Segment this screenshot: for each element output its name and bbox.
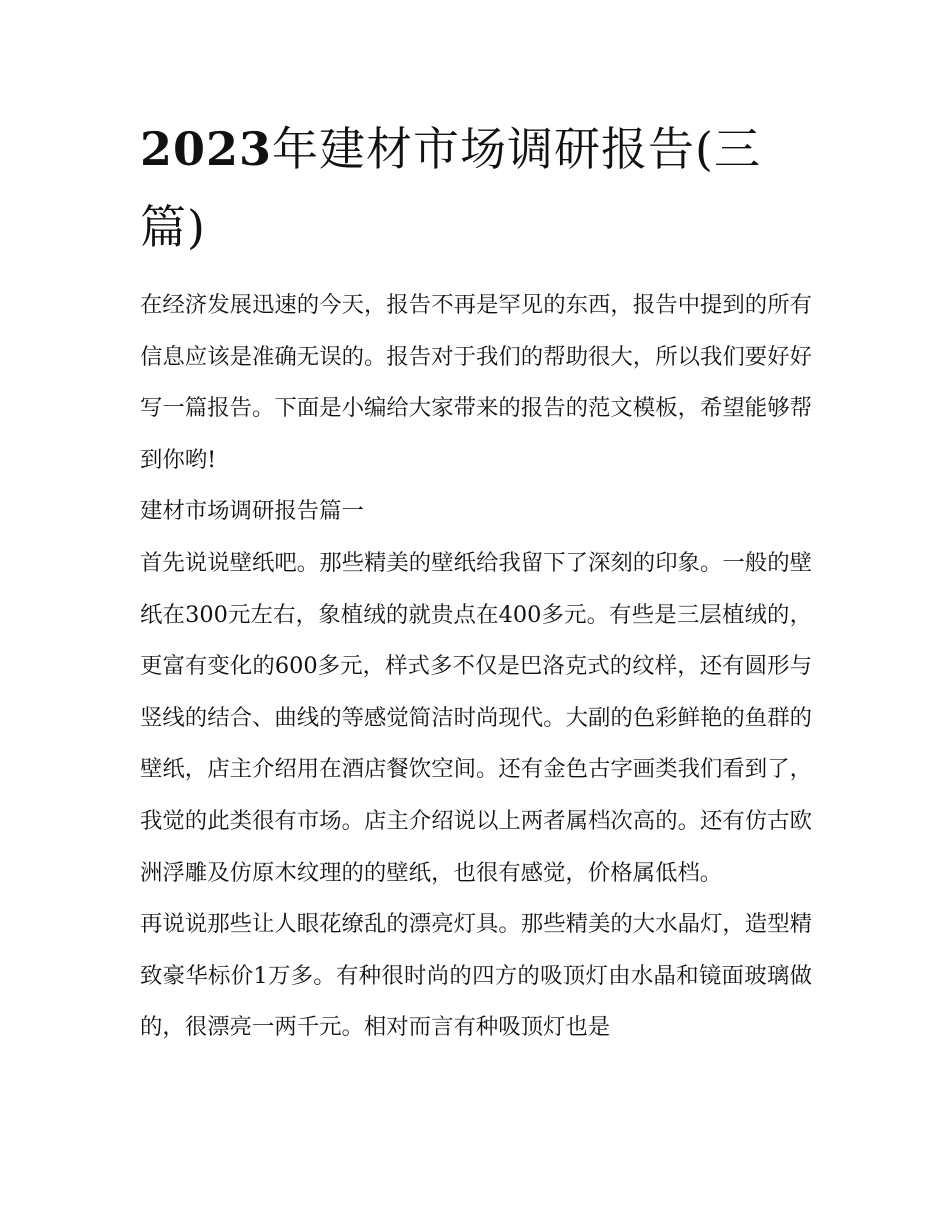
title-year: 2023 — [140, 122, 273, 176]
section-heading: 建材市场调研报告篇一 — [140, 498, 364, 525]
document-title — [140, 110, 812, 266]
document-body — [140, 280, 812, 1054]
wallpaper-paragraph: 首先说说壁纸吧。那些精美的壁纸给我留下了深刻的印象。一般的壁纸在300元左右，象植绒的就贵点在400多元。有些是三层植绒的，更富有变化的600多元，样式多不仅是巴洛克式的纹样，还有圆形与竖线的结合、曲线的等感觉简洁时尚现代。大副的色彩鲜艳的鱼群的壁纸，店主介绍用在酒店餐饮空间。还有金色古字画类我们看到了，我觉的此类很有市场。店主介绍说以上两者属档次高的。还有仿古欧洲浮雕及仿原木纹理的的壁纸，也很有感觉，价格属低档。 — [140, 549, 812, 886]
title-text: 年建材市场调研报告(三篇) — [140, 122, 761, 254]
document-page — [140, 110, 812, 1054]
intro-paragraph: 在经济发展迅速的今天，报告不再是罕见的东西，报告中提到的所有信息应该是准确无误的。报告对于我们的帮助很大，所以我们要好好写一篇报告。下面是小编给大家带来的报告的范文模板，希望能够帮到你哟! — [140, 292, 812, 473]
lighting-paragraph: 再说说那些让人眼花缭乱的漂亮灯具。那些精美的大水晶灯，造型精致豪华标价1万多。有种很时尚的四方的吸顶灯由水晶和镜面玻璃做的，很漂亮一两千元。相对而言有种吸顶灯也是 — [140, 911, 812, 1041]
